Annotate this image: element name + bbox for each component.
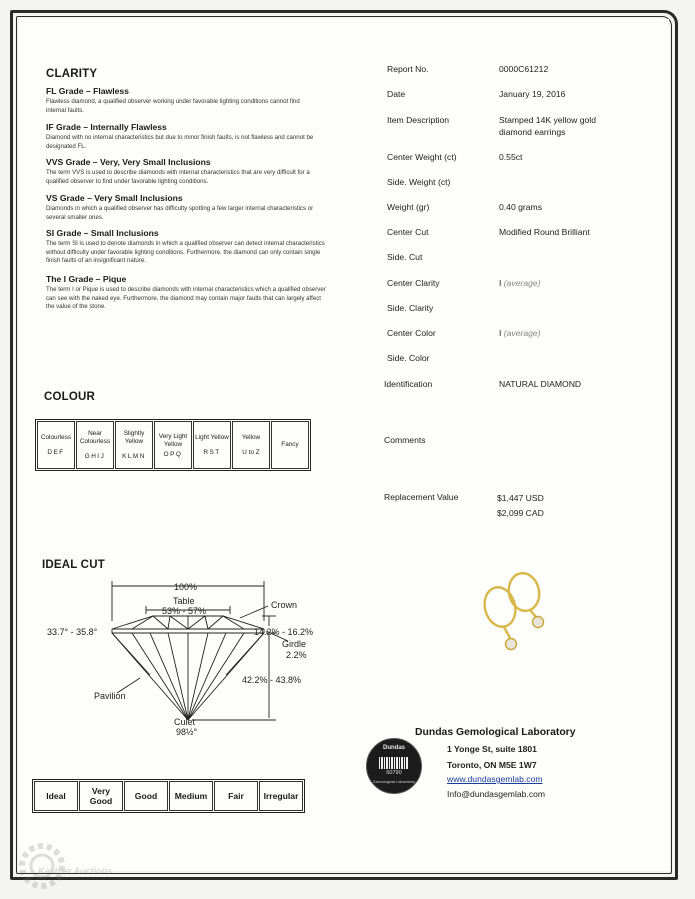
seal-number: 60790 (386, 770, 402, 776)
colour-cell-yellow: Yellow U to Z (232, 421, 270, 469)
grade-title-i: The I Grade – Pique (46, 274, 127, 284)
lab-address-line2: Toronto, ON M5E 1W7 (447, 760, 537, 770)
cut-grade-table (32, 779, 305, 813)
lab-email[interactable]: Info@dundasgemlab.com (447, 789, 546, 799)
lab-address-line1: 1 Yonge St, suite 1801 (447, 744, 537, 754)
grade-title-if: IF Grade – Internally Flawless (46, 122, 167, 132)
ideal-cut-heading: IDEAL CUT (42, 559, 105, 571)
diamond-proportions-diagram (40, 575, 320, 745)
seal-bottom-text: Gemological Laboratory (372, 779, 416, 784)
earrings-photo (474, 565, 564, 665)
crown-angle-label: 33.7° - 35.8° (47, 627, 98, 637)
grade-title-fl: FL Grade – Flawless (46, 86, 129, 96)
center-color-label: Center Color (387, 328, 436, 338)
grade-title-vvs: VVS Grade – Very, Very Small Inclusions (46, 157, 211, 167)
seal-barcode (379, 757, 409, 769)
cut-grade-good: Good (124, 781, 168, 811)
replacement-value-label: Replacement Value (384, 492, 459, 502)
identification-label: Identification (384, 379, 433, 389)
colour-cell-near-colourless: Near Colourless GHIJ (76, 421, 114, 469)
table-range-label: 53% - 57% (162, 606, 207, 616)
cut-grade-very-good: Very Good (79, 781, 123, 811)
crown-height-label: 14.2% - 16.2% (254, 627, 314, 637)
cut-grade-fair: Fair (214, 781, 258, 811)
colour-cell-colourless: Colourless DEF (37, 421, 75, 469)
cut-grade-medium: Medium (169, 781, 213, 811)
grade-title-si: SI Grade – Small Inclusions (46, 228, 159, 238)
identification-value: NATURAL DIAMOND (499, 379, 582, 389)
date-value: January 19, 2016 (499, 89, 566, 99)
date-label: Date (387, 89, 406, 99)
total-width-label: 100% (174, 582, 198, 592)
center-clarity-note: (average) (503, 278, 541, 288)
watermark-text: Kastner Auctions (38, 866, 113, 876)
grade-text-if: Diamond with no internal characteristics but due to minor finish faults, is not flawless and cannot be designated FL. (46, 134, 314, 150)
table-label: Table (173, 596, 195, 606)
seal-top-text: Dundas (382, 745, 405, 751)
center-weight-value: 0.55ct (499, 152, 523, 162)
grade-text-vs: Diamonds in which a qualified observer has difficulty spotting a few larger internal characteristics or several smaller ones. (46, 205, 314, 221)
grade-text-fl: Flawless diamond, a qualified observer working under favorable lighting conditions cannot find internal faults. (46, 98, 300, 114)
culet-percent-label: 98½° (176, 727, 198, 737)
pavilion-depth-label: 42.2% - 43.8% (242, 675, 302, 685)
girdle-percent-label: 2.2% (286, 650, 307, 660)
side-weight-label: Side. Weight (ct) (387, 177, 451, 187)
item-description-value: Stamped 14K yellow gold diamond earrings (499, 115, 596, 137)
center-clarity-grade: I (499, 278, 502, 288)
side-cut-label: Side. Cut (387, 252, 423, 262)
colour-cell-very-light-yellow: Very Light Yellow OPQ (154, 421, 192, 469)
pavilion-label: Pavilion (94, 691, 126, 701)
report-no-label: Report No. (387, 64, 429, 74)
crown-label: Crown (271, 600, 298, 610)
cut-grade-irregular: Irregular (259, 781, 303, 811)
center-color-value (499, 327, 541, 339)
girdle-label: Girdle (282, 639, 307, 649)
colour-cell-fancy: Fancy (271, 421, 309, 469)
watermark-logo (14, 838, 113, 894)
colour-cell-light-yellow: Light Yellow RST (193, 421, 231, 469)
center-cut-value: Modified Round Brilliant (499, 227, 590, 237)
center-cut-label: Center Cut (387, 227, 429, 237)
center-clarity-value (499, 277, 541, 289)
side-color-label: Side. Color (387, 353, 430, 363)
item-description-label: Item Description (387, 115, 450, 125)
report-no-value: 0000C61212 (499, 64, 549, 74)
side-clarity-label: Side. Clarity (387, 303, 434, 313)
colour-heading: COLOUR (44, 391, 96, 403)
culet-label: Culet (174, 717, 196, 727)
comments-label: Comments (384, 435, 426, 445)
lab-seal (366, 738, 422, 794)
center-clarity-label: Center Clarity (387, 278, 440, 288)
replacement-usd: $1,447 USD (497, 493, 544, 503)
colour-scale-table (35, 419, 311, 471)
replacement-cad: $2,099 CAD (497, 508, 544, 518)
cut-grade-ideal: Ideal (34, 781, 78, 811)
weight-gr-label: Weight (gr) (387, 202, 430, 212)
lab-name: Dundas Gemological Laboratory (415, 727, 576, 738)
weight-gr-value: 0.40 grams (499, 202, 542, 212)
grade-text-i: The term I or Pique is used to describe diamonds with internal characteristics which a qualified observer can see with the naked eye. Furthermore, the diamond may contain major faults that can largely affect the value of the stone. (46, 286, 326, 311)
grade-title-vs: VS Grade – Very Small Inclusions (46, 193, 183, 203)
grade-text-si: The term SI is used to denote diamonds in which a qualified observer can detect internal characteristics without difficulty under favorable lighting conditions. Furthermore, the diamond can only contain single finish faults of an insignificant nature. (46, 240, 325, 265)
lab-website-link[interactable]: www.dundasgemlab.com (447, 774, 543, 784)
clarity-heading: CLARITY (46, 68, 98, 80)
center-weight-label: Center Weight (ct) (387, 152, 457, 162)
center-color-note: (average) (503, 328, 541, 338)
center-color-grade: I (499, 328, 502, 338)
colour-cell-slightly-yellow: Slightly Yellow KLMN (115, 421, 153, 469)
grade-text-vvs: The term VVS is used to describe diamonds with internal characteristics that are very difficult for a qualified observer to find under favorable lighting conditions. (46, 169, 310, 185)
